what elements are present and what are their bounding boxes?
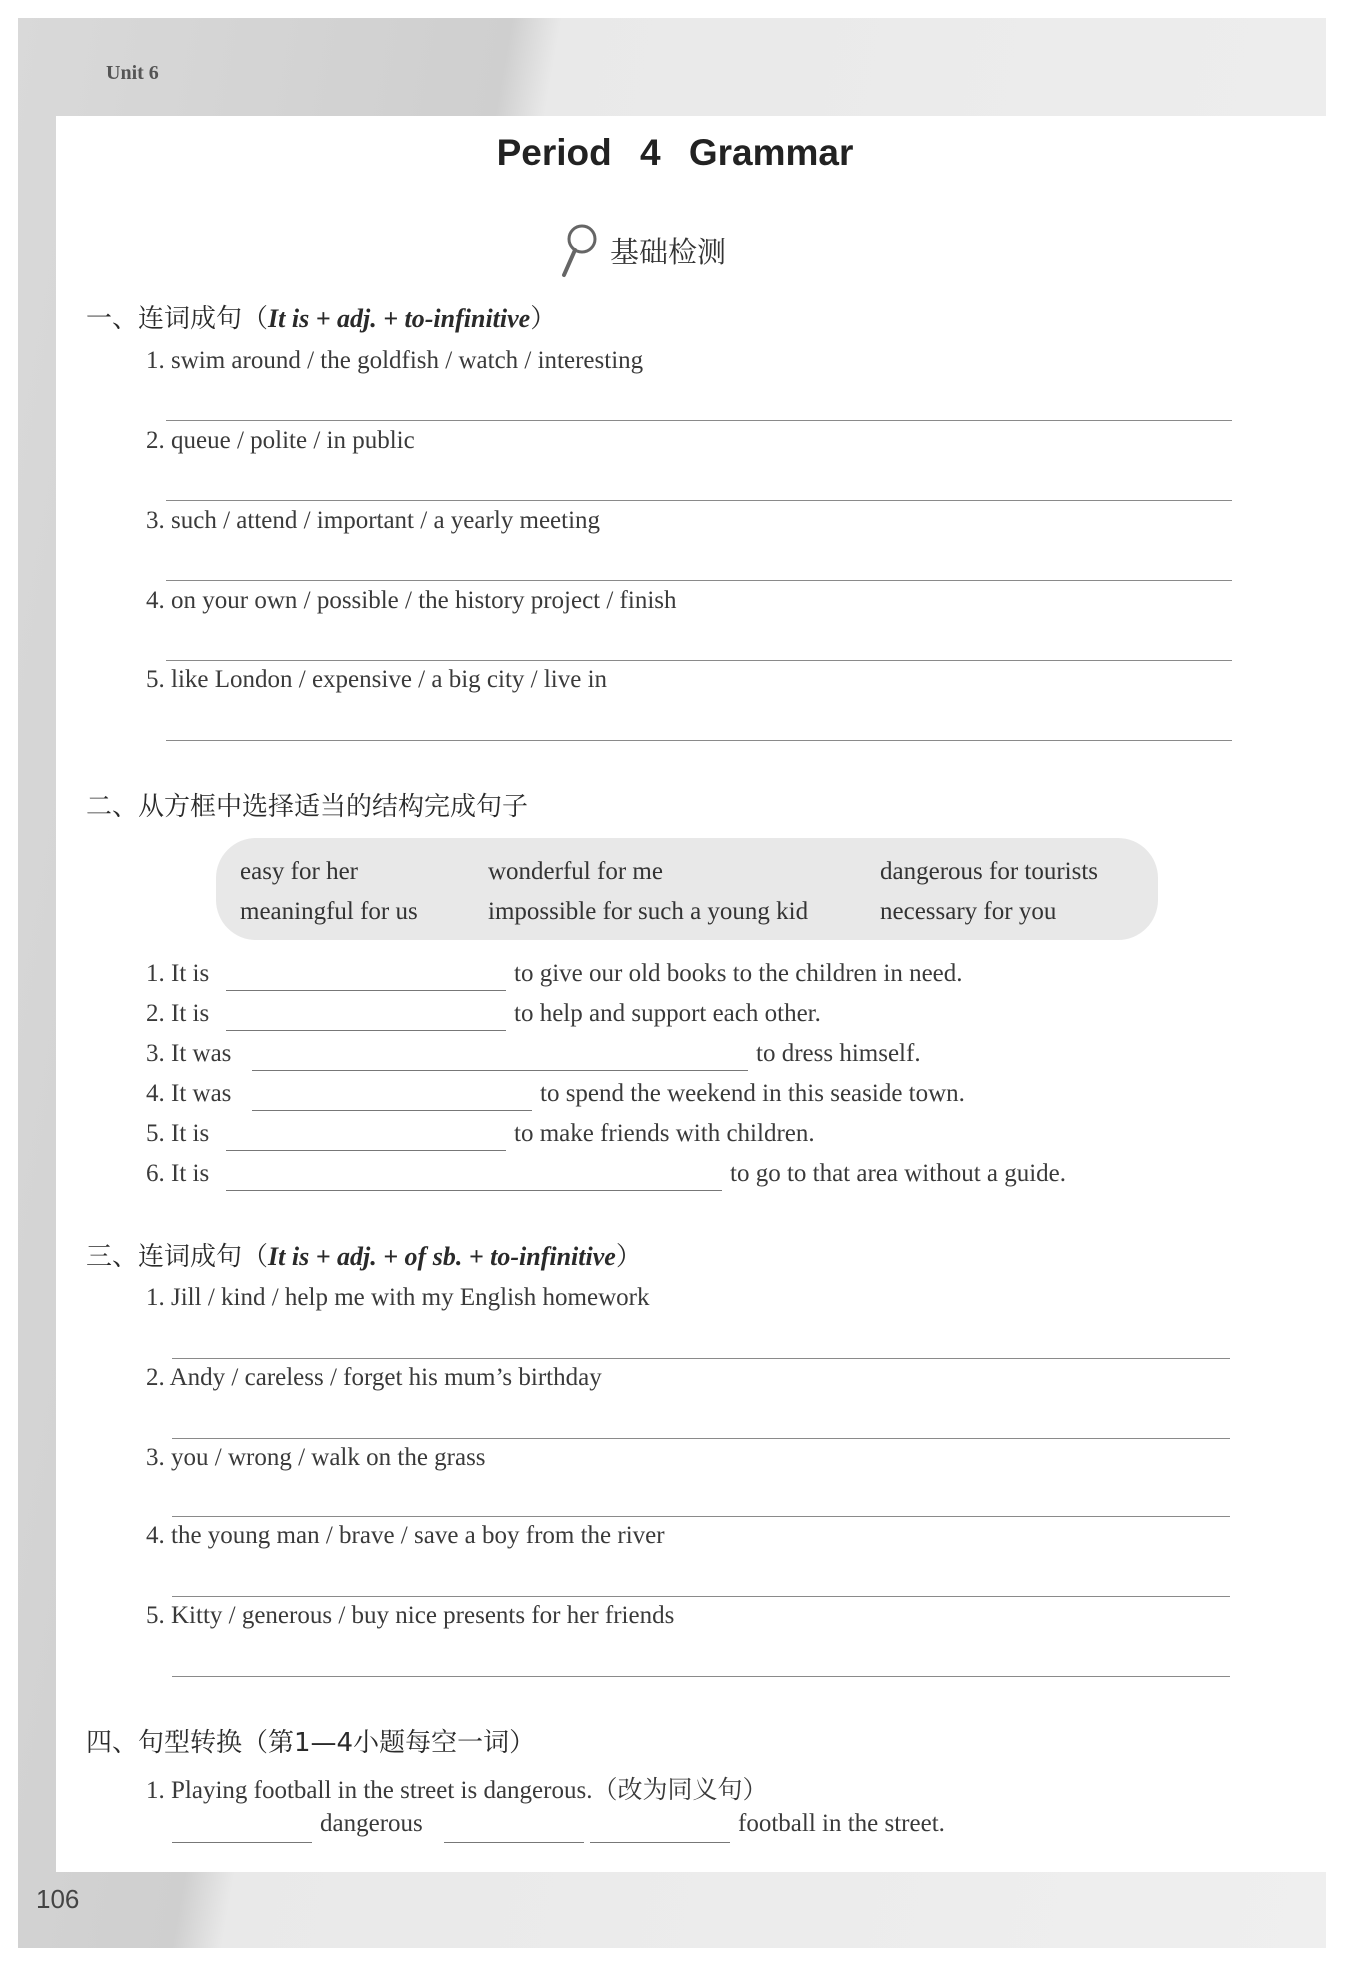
answer-line[interactable] [172, 1676, 1230, 1677]
sentence-end: to go to that area without a guide. [730, 1160, 1067, 1187]
list-item: 1. Jill / kind / help me with my English homework [146, 1284, 650, 1311]
list-item: 5. like London / expensive / a big city / live in [146, 666, 608, 693]
box-option: wonderful for me [488, 858, 663, 885]
section1-formula: It is + adj. + to-infinitive [268, 304, 531, 333]
sentence-end: to give our old books to the children in need. [514, 960, 963, 987]
answer-line[interactable] [166, 580, 1232, 581]
box-option: necessary for you [880, 898, 1057, 925]
answer-line[interactable] [166, 500, 1232, 501]
answer-line[interactable] [172, 1438, 1230, 1439]
list-item: 4. on your own / possible / the history project / finish [146, 587, 677, 614]
sentence-start: 1. It is [146, 960, 210, 987]
sentence-end: to dress himself. [756, 1040, 921, 1067]
list-item: 3. you / wrong / walk on the grass [146, 1444, 486, 1471]
sentence-end: to make friends with children. [514, 1120, 815, 1147]
sentence-end: to help and support each other. [514, 1000, 821, 1027]
fill-word: dangerous [320, 1810, 423, 1837]
section1-heading: 一、连词成句（It is + adj. + to-infinitive） [86, 304, 557, 334]
blank[interactable] [226, 990, 506, 991]
list-item: 4. the young man / brave / save a boy from the river [146, 1522, 665, 1549]
magnifier-icon [556, 221, 600, 279]
sentence-start: 5. It is [146, 1120, 210, 1147]
section4-heading: 四、句型转换（第1—4小题每空一词） [86, 1728, 536, 1758]
answer-line[interactable] [166, 660, 1232, 661]
answer-line[interactable] [172, 1358, 1230, 1359]
blank[interactable] [252, 1110, 532, 1111]
answer-line[interactable] [172, 1596, 1230, 1597]
answer-line[interactable] [166, 740, 1232, 741]
blank[interactable] [226, 1150, 506, 1151]
page-number: 106 [36, 1884, 80, 1914]
box-option: easy for her [240, 858, 358, 885]
list-item: 2. Andy / careless / forget his mum’s birthday [146, 1364, 602, 1391]
fill-word: football in the street. [738, 1810, 945, 1837]
box-option: impossible for such a young kid [488, 898, 809, 925]
box-option: dangerous for tourists [880, 858, 1099, 885]
answer-line[interactable] [172, 1516, 1230, 1517]
box-option: meaningful for us [240, 898, 418, 925]
section3-heading: 三、连词成句（It is + adj. + of sb. + to-infinitive） [86, 1242, 642, 1272]
sentence-start: 2. It is [146, 1000, 210, 1027]
unit-label: Unit 6 [106, 62, 159, 84]
section3-formula: It is + adj. + of sb. + to-infinitive [268, 1242, 616, 1271]
list-item: 2. queue / polite / in public [146, 427, 415, 454]
subtitle-text: 基础检测 [610, 234, 727, 269]
list-item: 1. swim around / the goldfish / watch / interesting [146, 347, 644, 374]
sentence-start: 3. It was [146, 1040, 232, 1067]
blank[interactable] [444, 1842, 584, 1843]
answer-line[interactable] [166, 420, 1232, 421]
blank[interactable] [172, 1842, 312, 1843]
blank[interactable] [226, 1190, 722, 1191]
blank[interactable] [226, 1030, 506, 1031]
section2-heading: 二、从方框中选择适当的结构完成句子 [86, 792, 529, 822]
subtitle [556, 220, 726, 280]
list-item: 1. Playing football in the street is dangerous.（改为同义句） [146, 1777, 768, 1804]
sentence-start: 4. It was [146, 1080, 232, 1107]
sentence-end: to spend the weekend in this seaside town. [540, 1080, 965, 1107]
page-title: Period 4 Grammar [496, 132, 854, 173]
blank[interactable] [590, 1842, 730, 1843]
sentence-start: 6. It is [146, 1160, 210, 1187]
list-item: 5. Kitty / generous / buy nice presents for her friends [146, 1602, 675, 1629]
list-item: 3. such / attend / important / a yearly meeting [146, 507, 601, 534]
blank[interactable] [252, 1070, 748, 1071]
